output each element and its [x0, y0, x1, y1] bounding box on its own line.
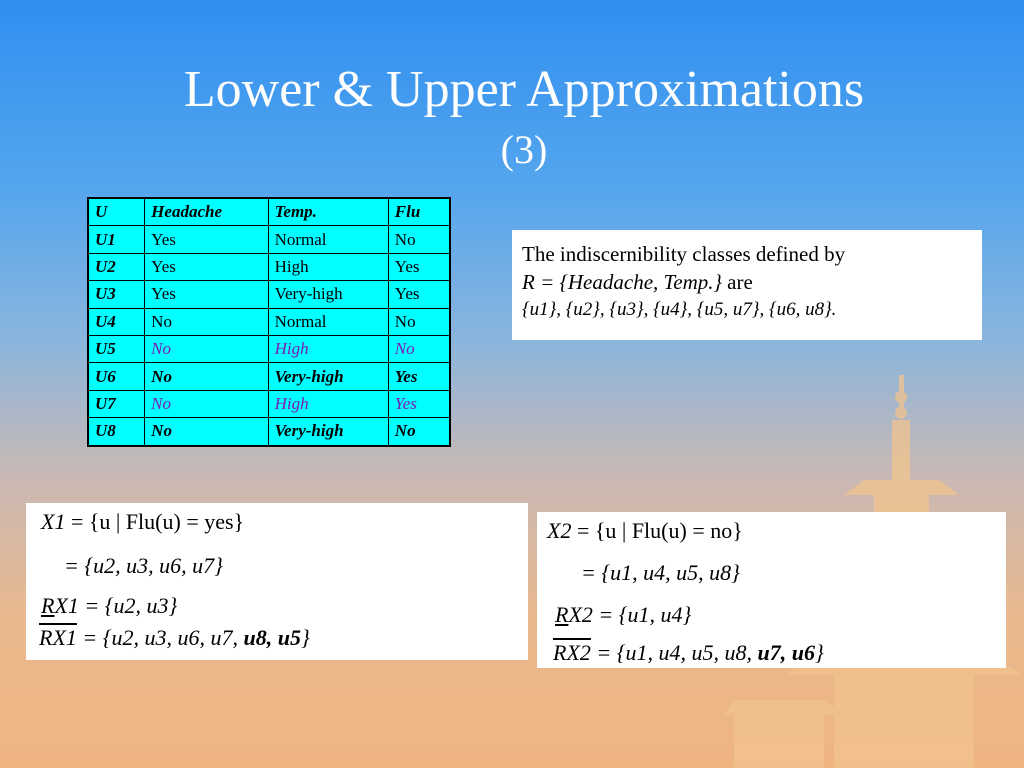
x1-upper-approximation: [39, 625, 310, 651]
lower-r-symbol: R: [41, 593, 55, 618]
x1-lower-approximation: [41, 593, 177, 619]
cell-headache: Yes: [145, 281, 268, 308]
cell-temp: Normal: [268, 226, 388, 253]
row-id: U4: [88, 308, 145, 335]
x2-set: [581, 560, 740, 586]
cell-flu: Yes: [388, 281, 450, 308]
x1-set-text: = {u2, u3, u6, u7}: [64, 553, 223, 578]
cell-temp: Normal: [268, 308, 388, 335]
cell-temp: Very-high: [268, 363, 388, 390]
x2-approximation-box: [537, 512, 1006, 668]
x2-var: X2: [547, 518, 572, 543]
x2-lower-text: X2 = {u1, u4}: [568, 602, 692, 627]
cell-temp: High: [268, 390, 388, 417]
x1-upper-set: = {u2, u3, u6, u7,: [76, 625, 244, 650]
cell-flu: No: [388, 418, 450, 446]
cell-temp: High: [268, 335, 388, 362]
indiscernibility-classes-box: [512, 230, 982, 340]
row-id: U7: [88, 390, 145, 417]
x2-upper-close: }: [815, 640, 824, 665]
table-row: [88, 335, 450, 362]
table-row: [88, 390, 450, 417]
x1-upper-close: }: [301, 625, 310, 650]
x2-upper-bold: u7, u6: [757, 640, 816, 665]
attribute-set-r: R = {Headache, Temp.}: [522, 270, 722, 294]
x2-set-text: = {u1, u4, u5, u8}: [581, 560, 740, 585]
x2-upper-set: = {u1, u4, u5, u8,: [590, 640, 758, 665]
table-row: [88, 418, 450, 446]
row-id: U2: [88, 253, 145, 280]
row-id: U3: [88, 281, 145, 308]
row-id: U6: [88, 363, 145, 390]
cell-temp: Very-high: [268, 281, 388, 308]
cell-flu: Yes: [388, 390, 450, 417]
table-row: [88, 253, 450, 280]
cell-flu: No: [388, 335, 450, 362]
header-u: U: [88, 198, 145, 226]
x1-lower-text: X1 = {u2, u3}: [54, 593, 178, 618]
table-row: [88, 363, 450, 390]
indiscernibility-classes-list: {u1}, {u2}, {u3}, {u4}, {u5, u7}, {u6, u8}.: [522, 299, 837, 320]
x1-upper-bold: u8, u5: [243, 625, 302, 650]
row-id: U1: [88, 226, 145, 253]
indiscernibility-line-1: The indiscernibility classes defined by: [522, 242, 846, 266]
slide-title: Lower & Upper Approximations: [183, 61, 865, 118]
are-text: are: [721, 270, 753, 294]
header-temp: Temp.: [268, 198, 388, 226]
cell-flu: Yes: [388, 253, 450, 280]
cell-temp: High: [268, 253, 388, 280]
x1-upper-label: RX1: [39, 625, 77, 650]
cell-flu: No: [388, 308, 450, 335]
row-id: U5: [88, 335, 145, 362]
x1-definition: [41, 509, 244, 535]
x2-definition: [547, 518, 743, 544]
x1-def-rest: = {u | Flu(u) = yes}: [65, 509, 245, 534]
x1-set: [64, 553, 223, 579]
x1-var: X1: [41, 509, 66, 534]
cell-headache: Yes: [145, 226, 268, 253]
cell-flu: No: [388, 226, 450, 253]
indiscernibility-line-2: [522, 268, 972, 296]
x1-approximation-box: [26, 503, 528, 660]
x2-upper-approximation: [553, 640, 824, 666]
row-id: U8: [88, 418, 145, 446]
table-row: [88, 281, 450, 308]
cell-headache: No: [145, 308, 268, 335]
x2-def-rest: = {u | Flu(u) = no}: [571, 518, 743, 543]
header-headache: Headache: [145, 198, 268, 226]
lower-r-symbol: R: [555, 602, 569, 627]
slide-subtitle: (3): [500, 127, 548, 172]
header-flu: Flu: [388, 198, 450, 226]
table-row: [88, 308, 450, 335]
table-row: [88, 226, 450, 253]
table-header-row: [88, 198, 450, 226]
cell-headache: No: [145, 390, 268, 417]
x2-upper-label: RX2: [553, 640, 591, 665]
x2-lower-approximation: [555, 602, 691, 628]
flu-decision-table: [87, 197, 451, 447]
cell-headache: No: [145, 335, 268, 362]
cell-temp: Very-high: [268, 418, 388, 446]
cell-headache: Yes: [145, 253, 268, 280]
cell-flu: Yes: [388, 363, 450, 390]
cell-headache: No: [145, 363, 268, 390]
cell-headache: No: [145, 418, 268, 446]
